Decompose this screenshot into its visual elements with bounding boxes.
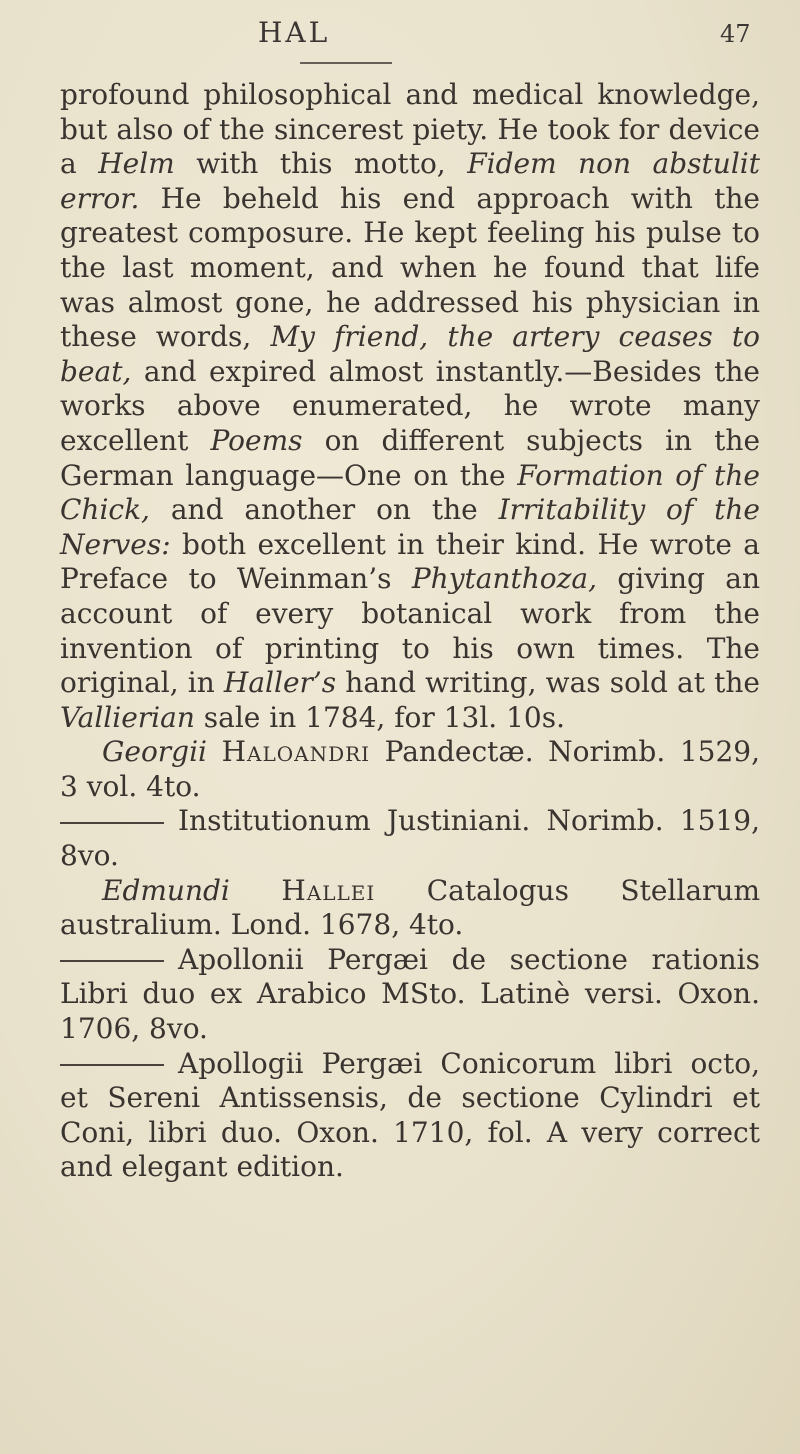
text-run: sale in 1784, for 13l. 10s. [194,700,565,734]
italic-run: Helm [98,147,175,181]
catalogue-entry [60,735,760,804]
catalogue-entry [60,874,760,943]
ditto-dash [60,822,164,824]
text-run: hand writing, was sold at the [336,666,760,700]
entry-author-surname: Hallei [281,873,376,907]
page-number: 47 [720,20,751,48]
text-run: He beheld his end approach with the greatest composure. He kept feeling his pulse to the last moment, and when he found that life was almost gone, he addressed his physician in these words, [60,181,760,354]
page-header [0,16,800,56]
italic-run: Vallierian [60,700,195,734]
catalogue-entry [60,1047,760,1185]
entry-author-forename: Georgii [102,735,208,769]
ditto-dash [60,1064,164,1066]
text-run: giving an account of every botanical work from the invention of printing to his own times. The original, in [60,562,761,700]
italic-run: Fidem non abstulit error. [60,147,760,215]
italic-run: Poems [210,423,303,457]
body-text [60,78,760,1185]
italic-run: Phytanthoza, [411,562,597,596]
text-run: both excellent in their kind. He wrote a Preface to Weinman’s [60,527,760,596]
entry-title: Apollogii Pergæi Conicorum libri octo, et Sereni Antissensis, de sectione Cylindri et Coni, libri duo. Oxon. 1710, fol. A very correct and elegant edition. [60,1046,760,1184]
header-rule [300,62,392,64]
italic-run: Irritability of the Nerves: [60,493,760,561]
entry-author-surname: Haloandri [221,735,371,769]
entry-title: Apollonii Pergæi de sectione rationis Libri duo ex Arabico MSto. Latinè versi. Oxon. 1706, 8vo. [60,942,760,1046]
italic-run: Formation of the Chick, [60,458,760,527]
text-run: on different subjects in the German language—One on the [60,423,761,492]
catalogue-entry [60,943,760,1047]
biography-paragraph [60,78,760,735]
text-run: with this motto, [174,147,468,181]
entry-title: Institutionum Justiniani. Norimb. 1519, 8vo. [60,804,760,873]
italic-run: My friend, the artery ceases to beat, [60,320,761,388]
italic-run: Haller’s [223,666,337,700]
entry-title: Catalogus Stellarum australium. Lond. 1678, 4to. [60,873,761,942]
catalogue-entry [60,804,760,873]
entry-author-forename: Edmundi [102,873,230,907]
text-run: and another on the [149,493,499,527]
running-head: HAL [258,16,331,49]
text-run: profound philosophical and medical knowledge, but also of the sincerest piety. He took for device a [60,78,760,181]
text-run: and expired almost instantly.—Besides the works above enumerated, he wrote many excellent [60,354,760,457]
ditto-dash [60,960,164,962]
entry-title: Pandectæ. Norimb. 1529, 3 vol. 4to. [60,735,760,803]
